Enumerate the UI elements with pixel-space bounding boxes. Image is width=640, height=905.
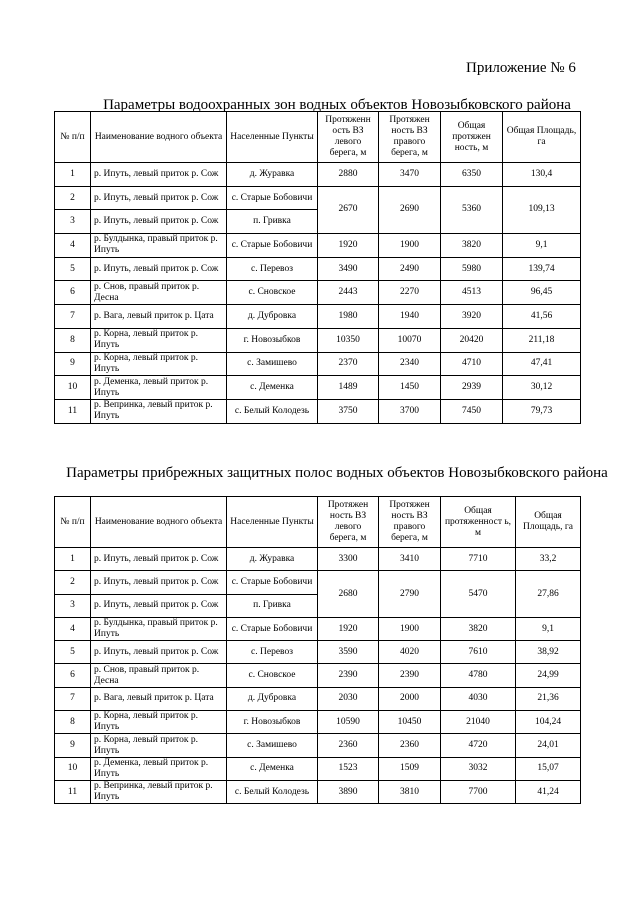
table-row bbox=[55, 617, 581, 640]
cell-total-area: 27,86 bbox=[516, 571, 581, 618]
cell-total-area: 9,1 bbox=[503, 234, 581, 258]
cell-row-number: 4 bbox=[55, 234, 91, 258]
cell-row-number: 3 bbox=[55, 210, 91, 234]
cell-settlement: с. Сновское bbox=[227, 281, 318, 305]
cell-right-bank-length: 2390 bbox=[379, 664, 441, 687]
cell-row-number: 9 bbox=[55, 352, 91, 376]
cell-total-area: 41,56 bbox=[503, 305, 581, 329]
cell-total-length: 7700 bbox=[441, 780, 516, 803]
cell-left-bank-length: 2680 bbox=[318, 571, 379, 618]
cell-left-bank-length: 1489 bbox=[318, 376, 379, 400]
cell-total-area: 15,07 bbox=[516, 757, 581, 780]
cell-settlement: с. Замишево bbox=[227, 352, 318, 376]
header-right-bank-length: Протяжен ность ВЗ правого берега, м bbox=[379, 112, 441, 163]
cell-settlement: с. Старые Бобовичи bbox=[227, 186, 318, 210]
table-row bbox=[55, 641, 581, 664]
cell-left-bank-length: 3490 bbox=[318, 257, 379, 281]
cell-total-length: 6350 bbox=[441, 163, 503, 187]
cell-total-length: 4710 bbox=[441, 352, 503, 376]
cell-object-name: р. Вепринка, левый приток р. Ипуть bbox=[91, 780, 227, 803]
table2-title: Параметры прибрежных защитных полос водных объектов Новозыбковского района bbox=[66, 465, 608, 481]
cell-total-length: 3820 bbox=[441, 617, 516, 640]
cell-left-bank-length: 2360 bbox=[318, 734, 379, 757]
cell-total-area: 24,01 bbox=[516, 734, 581, 757]
header-right-bank-length: Протяжен ность ВЗ правого берега, м bbox=[379, 497, 441, 548]
cell-object-name: р. Корна, левый приток р. Ипуть bbox=[91, 328, 227, 352]
cell-total-area: 33,2 bbox=[516, 548, 581, 571]
cell-row-number: 2 bbox=[55, 571, 91, 594]
table-row bbox=[55, 734, 581, 757]
cell-row-number: 7 bbox=[55, 305, 91, 329]
cell-left-bank-length: 3890 bbox=[318, 780, 379, 803]
cell-total-area: 109,13 bbox=[503, 186, 581, 233]
cell-settlement: с. Перевоз bbox=[227, 641, 318, 664]
header-object-name: Наименование водного объекта bbox=[91, 112, 227, 163]
cell-right-bank-length: 3470 bbox=[379, 163, 441, 187]
cell-row-number: 1 bbox=[55, 163, 91, 187]
cell-settlement: с. Белый Колодезь bbox=[227, 780, 318, 803]
cell-left-bank-length: 2880 bbox=[318, 163, 379, 187]
cell-settlement: д. Журавка bbox=[227, 163, 318, 187]
cell-total-length: 5980 bbox=[441, 257, 503, 281]
cell-object-name: р. Деменка, левый приток р. Ипуть bbox=[91, 757, 227, 780]
table-row bbox=[55, 257, 581, 281]
cell-row-number: 4 bbox=[55, 617, 91, 640]
cell-left-bank-length: 3590 bbox=[318, 641, 379, 664]
cell-row-number: 6 bbox=[55, 664, 91, 687]
cell-row-number: 7 bbox=[55, 687, 91, 710]
header-total-area: Общая Площадь, га bbox=[516, 497, 581, 548]
water-protection-zones-table bbox=[54, 111, 581, 424]
cell-total-length: 5360 bbox=[441, 186, 503, 233]
cell-right-bank-length: 2490 bbox=[379, 257, 441, 281]
cell-object-name: р. Булдынка, правый приток р. Ипуть bbox=[91, 617, 227, 640]
cell-object-name: р. Ипуть, левый приток р. Сож bbox=[91, 257, 227, 281]
cell-total-length: 7450 bbox=[441, 399, 503, 423]
cell-right-bank-length: 10070 bbox=[379, 328, 441, 352]
cell-row-number: 10 bbox=[55, 376, 91, 400]
cell-object-name: р. Вага, левый приток р. Цата bbox=[91, 305, 227, 329]
cell-total-length: 21040 bbox=[441, 711, 516, 734]
table-row bbox=[55, 186, 581, 210]
table-header-row bbox=[55, 497, 581, 548]
table-row bbox=[55, 281, 581, 305]
table1-title: Параметры водоохранных зон водных объектов Новозыбковского района bbox=[103, 97, 571, 113]
cell-right-bank-length: 10450 bbox=[379, 711, 441, 734]
table-row bbox=[55, 571, 581, 594]
cell-left-bank-length: 1920 bbox=[318, 617, 379, 640]
cell-left-bank-length: 2390 bbox=[318, 664, 379, 687]
cell-total-length: 5470 bbox=[441, 571, 516, 618]
cell-object-name: р. Вага, левый приток р. Цата bbox=[91, 687, 227, 710]
cell-settlement: г. Новозыбков bbox=[227, 711, 318, 734]
header-left-bank-length: Протяжен ность ВЗ левого берега, м bbox=[318, 497, 379, 548]
cell-object-name: р. Снов, правый приток р. Десна bbox=[91, 664, 227, 687]
cell-total-length: 3920 bbox=[441, 305, 503, 329]
cell-object-name: р. Корна, левый приток р. Ипуть bbox=[91, 734, 227, 757]
cell-right-bank-length: 2690 bbox=[379, 186, 441, 233]
cell-row-number: 9 bbox=[55, 734, 91, 757]
header-total-length: Общая протяжен ность, м bbox=[441, 112, 503, 163]
table-row bbox=[55, 376, 581, 400]
cell-total-length: 4513 bbox=[441, 281, 503, 305]
cell-object-name: р. Снов, правый приток р. Десна bbox=[91, 281, 227, 305]
table-row bbox=[55, 664, 581, 687]
cell-right-bank-length: 1900 bbox=[379, 617, 441, 640]
cell-row-number: 11 bbox=[55, 780, 91, 803]
cell-row-number: 1 bbox=[55, 548, 91, 571]
cell-right-bank-length: 1450 bbox=[379, 376, 441, 400]
appendix-label: Приложение № 6 bbox=[466, 60, 576, 76]
cell-left-bank-length: 10350 bbox=[318, 328, 379, 352]
table-row bbox=[55, 305, 581, 329]
cell-right-bank-length: 1900 bbox=[379, 234, 441, 258]
cell-right-bank-length: 2270 bbox=[379, 281, 441, 305]
table-row bbox=[55, 687, 581, 710]
cell-total-area: 30,12 bbox=[503, 376, 581, 400]
cell-total-area: 139,74 bbox=[503, 257, 581, 281]
cell-total-area: 130,4 bbox=[503, 163, 581, 187]
cell-row-number: 6 bbox=[55, 281, 91, 305]
cell-total-length: 7710 bbox=[441, 548, 516, 571]
cell-left-bank-length: 2443 bbox=[318, 281, 379, 305]
cell-left-bank-length: 3750 bbox=[318, 399, 379, 423]
cell-row-number: 11 bbox=[55, 399, 91, 423]
cell-row-number: 5 bbox=[55, 641, 91, 664]
cell-right-bank-length: 1509 bbox=[379, 757, 441, 780]
table-row bbox=[55, 234, 581, 258]
header-row-number: № п/п bbox=[55, 112, 91, 163]
table-row bbox=[55, 757, 581, 780]
cell-right-bank-length: 1940 bbox=[379, 305, 441, 329]
cell-object-name: р. Ипуть, левый приток р. Сож bbox=[91, 571, 227, 594]
cell-settlement: г. Новозыбков bbox=[227, 328, 318, 352]
cell-row-number: 2 bbox=[55, 186, 91, 210]
cell-settlement: с. Замишево bbox=[227, 734, 318, 757]
header-total-length: Общая протяженност ь, м bbox=[441, 497, 516, 548]
cell-settlement: с. Деменка bbox=[227, 376, 318, 400]
table-row bbox=[55, 780, 581, 803]
header-settlement: Населенные Пункты bbox=[227, 497, 318, 548]
cell-settlement: с. Старые Бобовичи bbox=[227, 617, 318, 640]
cell-object-name: р. Булдынка, правый приток р. Ипуть bbox=[91, 234, 227, 258]
cell-row-number: 5 bbox=[55, 257, 91, 281]
cell-total-length: 20420 bbox=[441, 328, 503, 352]
cell-total-area: 21,36 bbox=[516, 687, 581, 710]
cell-right-bank-length: 2360 bbox=[379, 734, 441, 757]
cell-object-name: р. Ипуть, левый приток р. Сож bbox=[91, 548, 227, 571]
cell-object-name: р. Ипуть, левый приток р. Сож bbox=[91, 163, 227, 187]
cell-left-bank-length: 1523 bbox=[318, 757, 379, 780]
cell-right-bank-length: 2000 bbox=[379, 687, 441, 710]
cell-settlement: д. Дубровка bbox=[227, 305, 318, 329]
cell-left-bank-length: 2370 bbox=[318, 352, 379, 376]
header-row-number: № п/п bbox=[55, 497, 91, 548]
table-row bbox=[55, 548, 581, 571]
cell-total-length: 7610 bbox=[441, 641, 516, 664]
coastal-protection-strips-table bbox=[54, 496, 581, 804]
cell-total-area: 24,99 bbox=[516, 664, 581, 687]
cell-row-number: 8 bbox=[55, 711, 91, 734]
header-object-name: Наименование водного объекта bbox=[91, 497, 227, 548]
cell-total-length: 4720 bbox=[441, 734, 516, 757]
cell-total-length: 2939 bbox=[441, 376, 503, 400]
table-row bbox=[55, 399, 581, 423]
cell-settlement: с. Сновское bbox=[227, 664, 318, 687]
cell-settlement: с. Перевоз bbox=[227, 257, 318, 281]
cell-total-area: 38,92 bbox=[516, 641, 581, 664]
cell-right-bank-length: 2340 bbox=[379, 352, 441, 376]
cell-total-length: 3032 bbox=[441, 757, 516, 780]
cell-object-name: р. Ипуть, левый приток р. Сож bbox=[91, 210, 227, 234]
cell-total-area: 79,73 bbox=[503, 399, 581, 423]
cell-total-area: 104,24 bbox=[516, 711, 581, 734]
cell-total-area: 47,41 bbox=[503, 352, 581, 376]
cell-object-name: р. Ипуть, левый приток р. Сож bbox=[91, 641, 227, 664]
cell-settlement: д. Журавка bbox=[227, 548, 318, 571]
cell-left-bank-length: 1980 bbox=[318, 305, 379, 329]
cell-left-bank-length: 3300 bbox=[318, 548, 379, 571]
header-total-area: Общая Площадь, га bbox=[503, 112, 581, 163]
cell-left-bank-length: 2670 bbox=[318, 186, 379, 233]
cell-total-area: 9,1 bbox=[516, 617, 581, 640]
cell-left-bank-length: 10590 bbox=[318, 711, 379, 734]
cell-row-number: 8 bbox=[55, 328, 91, 352]
cell-total-length: 4780 bbox=[441, 664, 516, 687]
cell-total-length: 3820 bbox=[441, 234, 503, 258]
cell-row-number: 10 bbox=[55, 757, 91, 780]
cell-object-name: р. Ипуть, левый приток р. Сож bbox=[91, 594, 227, 617]
cell-left-bank-length: 1920 bbox=[318, 234, 379, 258]
header-left-bank-length: Протяженн ость ВЗ левого берега, м bbox=[318, 112, 379, 163]
table-row bbox=[55, 163, 581, 187]
table-row bbox=[55, 352, 581, 376]
cell-object-name: р. Корна, левый приток р. Ипуть bbox=[91, 711, 227, 734]
cell-left-bank-length: 2030 bbox=[318, 687, 379, 710]
table-row bbox=[55, 328, 581, 352]
cell-right-bank-length: 4020 bbox=[379, 641, 441, 664]
cell-settlement: с. Белый Колодезь bbox=[227, 399, 318, 423]
cell-settlement: с. Деменка bbox=[227, 757, 318, 780]
cell-object-name: р. Корна, левый приток р. Ипуть bbox=[91, 352, 227, 376]
cell-settlement: д. Дубровка bbox=[227, 687, 318, 710]
cell-total-area: 41,24 bbox=[516, 780, 581, 803]
cell-object-name: р. Деменка, левый приток р. Ипуть bbox=[91, 376, 227, 400]
header-settlement: Населенные Пункты bbox=[227, 112, 318, 163]
cell-total-length: 4030 bbox=[441, 687, 516, 710]
cell-right-bank-length: 2790 bbox=[379, 571, 441, 618]
cell-settlement: с. Старые Бобовичи bbox=[227, 571, 318, 594]
cell-object-name: р. Ипуть, левый приток р. Сож bbox=[91, 186, 227, 210]
cell-right-bank-length: 3700 bbox=[379, 399, 441, 423]
cell-right-bank-length: 3410 bbox=[379, 548, 441, 571]
cell-right-bank-length: 3810 bbox=[379, 780, 441, 803]
cell-settlement: п. Гривка bbox=[227, 210, 318, 234]
table-row bbox=[55, 711, 581, 734]
table-header-row bbox=[55, 112, 581, 163]
cell-total-area: 211,18 bbox=[503, 328, 581, 352]
cell-settlement: п. Гривка bbox=[227, 594, 318, 617]
cell-total-area: 96,45 bbox=[503, 281, 581, 305]
cell-row-number: 3 bbox=[55, 594, 91, 617]
cell-settlement: с. Старые Бобовичи bbox=[227, 234, 318, 258]
cell-object-name: р. Вепринка, левый приток р. Ипуть bbox=[91, 399, 227, 423]
